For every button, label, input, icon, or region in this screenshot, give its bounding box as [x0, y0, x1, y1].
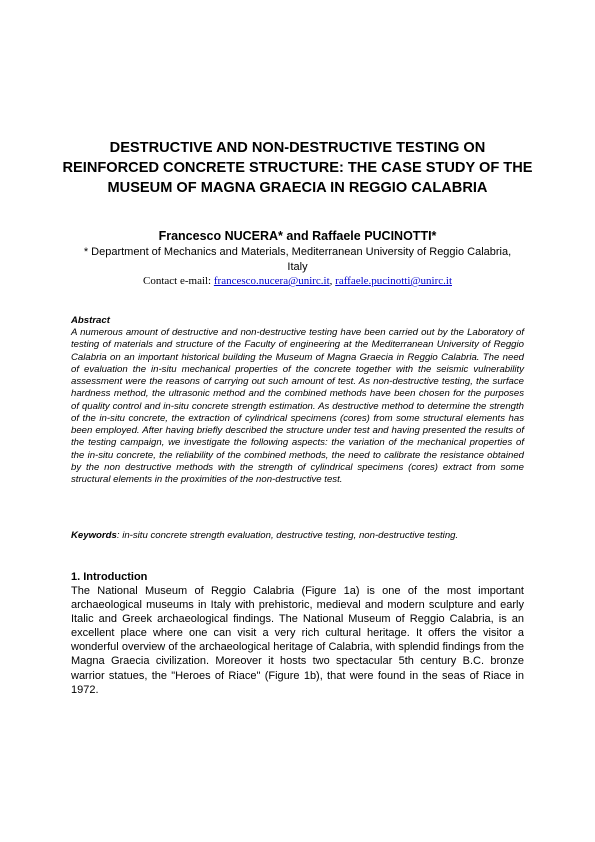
keywords-label: Keywords [71, 530, 117, 541]
section-heading-introduction: 1. Introduction [71, 571, 148, 583]
introduction-paragraph: The National Museum of Reggio Calabria (Figure 1a) is one of the most important archaeological museums in Italy with prehistoric, medieval and modern sculpture and early Italic and Greek archaeological findings. The National Museum of Reggio Calabria, is an excellent place where one can visit a very rich cultural heritage. It offers the visitor a wonderful overview of the archaeological heritage of Calabria, with splendid findings from the Magna Graecia civilization. Moreover it hosts two spectacular 5th century B.C. bronze warrior statues, the "Heroes of Riace" (Figure 1b), that were found in the seas of Riace in 1972. [71, 585, 524, 696]
email-link-nucera[interactable]: francesco.nucera@unirc.it [213, 275, 330, 287]
keywords-line [71, 530, 524, 542]
contact-label: Contact e-mail: [143, 275, 212, 287]
abstract-body: A numerous amount of destructive and non-destructive testing have been carried out by the Laboratory of testing of materials and structure of the Faculty of engineering at the Mediterranean University of Reggio Calabria on an important historical building the Museum of Magna Graecia in Reggio Calabria. The need of evaluation the in-situ mechanical properties of the concrete together with the seismic vulnerability assessment were the reasons of carrying out such amount of test. As non-destructive testing, the surface hardness method, the ultrasonic method and the combined methods have been chosen for the purposes of quality control and in-situ concrete strength estimation. As destructive method to determine the strength of the in-situ concrete, the extraction of cylindrical specimens (cores) from some structural elements has been employed. After having briefly described the structure under test and having presented the results of the testing campaign, we investigate the following aspects: the variation of the mechanical properties of the in-situ concrete, the reliability of the combined methods, the need to calibrate the resistance obtained by the non destructive methods with the strength of cylindrical specimens (cores) extract from some structural elements in the proximities of the non-destructive test. [71, 327, 524, 485]
paper-title: DESTRUCTIVE AND NON-DESTRUCTIVE TESTING ON REINFORCED CONCRETE STRUCTURE: THE CASE STUDY OF THE MUSEUM OF MAGNA GRAECIA IN REGGIO CALABRIA [62, 140, 533, 196]
email-separator: , [329, 275, 333, 287]
email-link-pucinotti[interactable]: raffaele.pucinotti@unirc.it [335, 275, 452, 287]
author-list: Francesco NUCERA* and Raffaele PUCINOTTI* [158, 229, 437, 243]
author-affiliation: * Department of Mechanics and Materials, Mediterranean University of Reggio Calabria, Italy [83, 246, 512, 273]
abstract-heading: Abstract [71, 315, 110, 326]
keywords-text: : in-situ concrete strength evaluation, destructive testing, non-destructive testing. [116, 530, 459, 541]
contact-line [60, 274, 535, 288]
